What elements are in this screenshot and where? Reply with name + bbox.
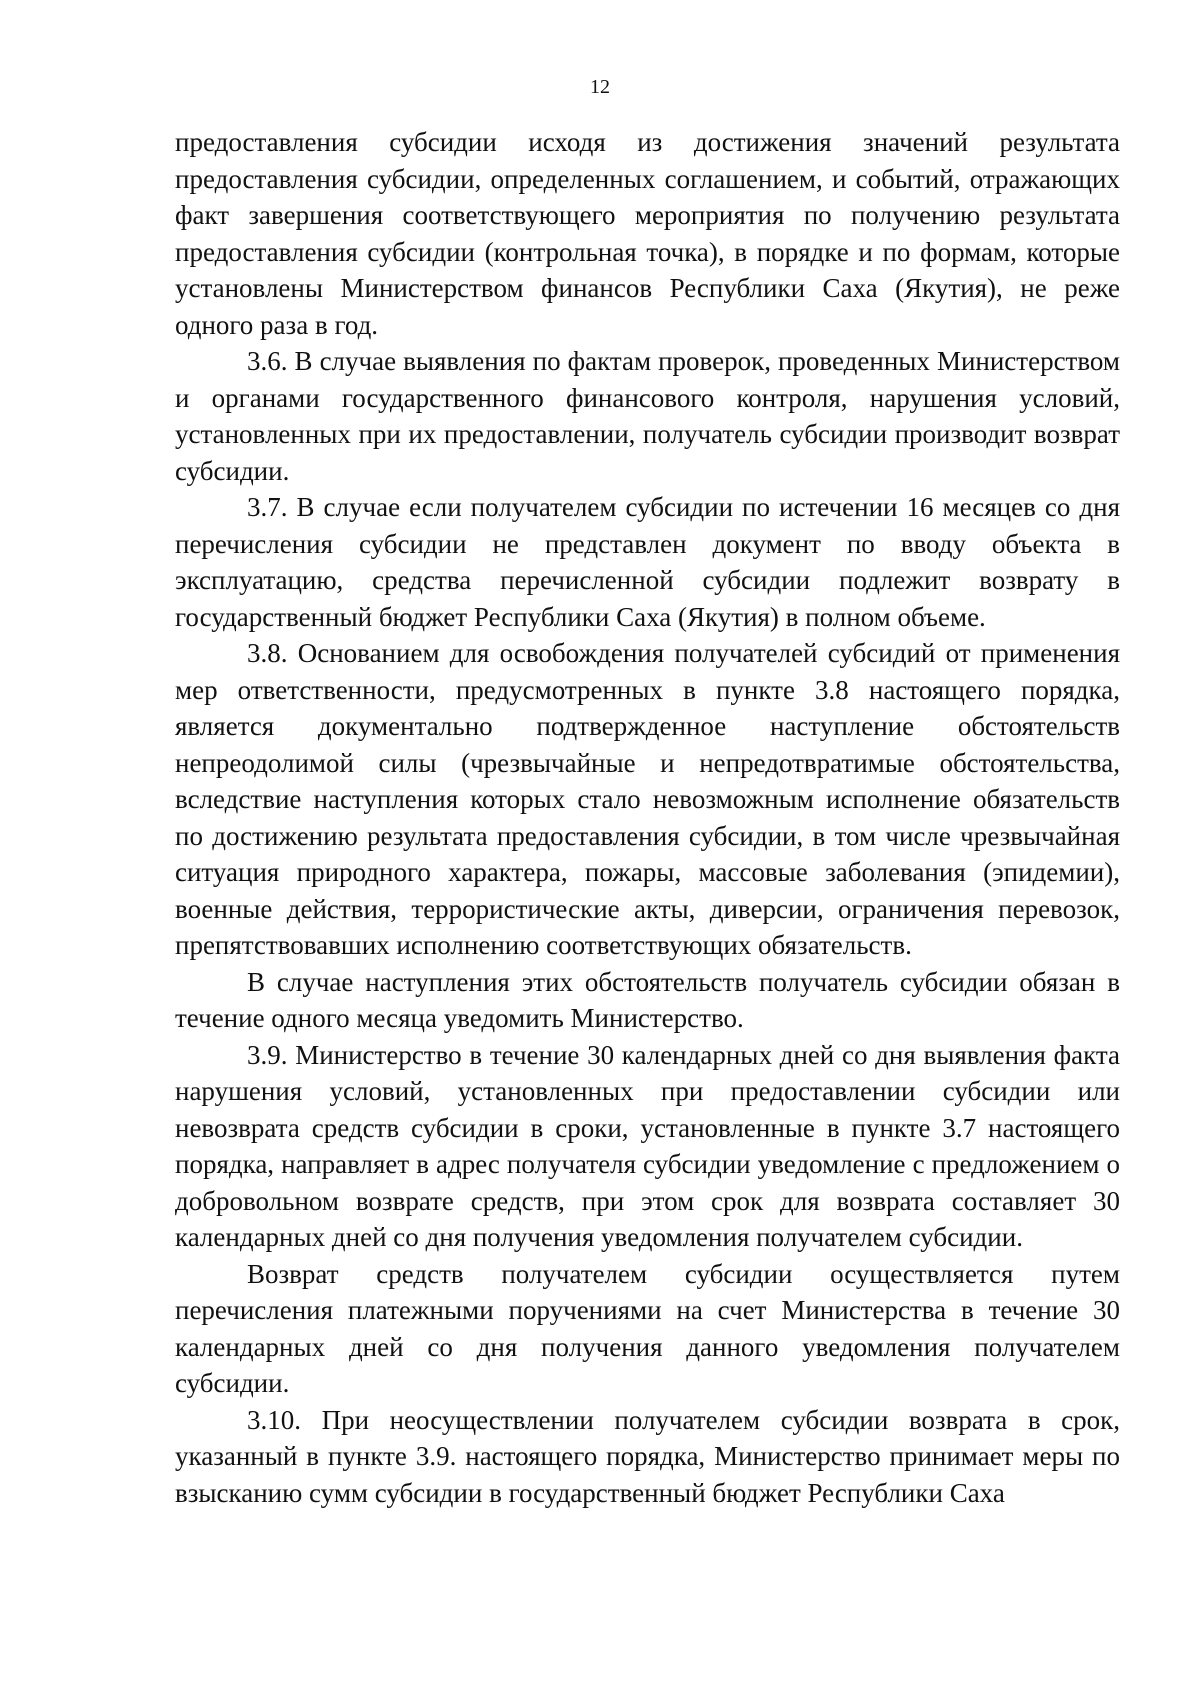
paragraph-clause-3-8-notice: В случае наступления этих обстоятельств получатель субсидии обязан в течение одного месяца уведомить Министерство. — [175, 966, 1120, 1033]
paragraph-clause-3-9-return: Возврат средств получателем субсидии осуществляется путем перечисления платежными поручениями на счет Министерства в течение 30 календарных дней со дня получения данного уведомления получателем субсидии. — [175, 1258, 1120, 1398]
paragraph-clause-3-10: 3.10. При неосуществлении получателем субсидии возврата в срок, указанный в пункте 3.9. настоящего порядка, Министерство принимает меры по взысканию сумм субсидии в государственный бюджет Республики Саха — [175, 1404, 1120, 1508]
paragraph-continuation: предоставления субсидии исходя из достижения значений результата предоставления субсидии, определенных соглашением, и событий, отражающих факт завершения соответствующего мероприятия по получению результата предоставления субсидии (контрольная точка), в порядке и по формам, которые установлены Министерством финансов Республики Саха (Якутия), не реже одного раза в год. — [175, 127, 1120, 340]
paragraph-clause-3-6: 3.6. В случае выявления по фактам проверок, проведенных Министерством и органами государственного финансового контроля, нарушения условий, установленных при их предоставлении, получатель субсидии производит возврат субсидии. — [175, 346, 1120, 486]
paragraph-clause-3-8: 3.8. Основанием для освобождения получателей субсидий от применения мер ответственности, предусмотренных в пункте 3.8 настоящего порядка, является документально подтвержденное наступление обстоятельств непреодолимой силы (чрезвычайные и непредотвратимые обстоятельства, вследствие наступления которых стало невозможным исполнение обязательств по достижению результата предоставления субсидии, в том числе чрезвычайная ситуация природного характера, пожары, массовые заболевания (эпидемии), военные действия, террористические акты, диверсии, ограничения перевозок, препятствовавших исполнению соответствующих обязательств. — [175, 638, 1120, 960]
paragraph-clause-3-9: 3.9. Министерство в течение 30 календарных дней со дня выявления факта нарушения условий, установленных при предоставлении субсидии или невозврата средств субсидии в сроки, установленные в пункте 3.7 настоящего порядка, направляет в адрес получателя субсидии уведомление с предложением о добровольном возврате средств, при этом срок для возврата составляет 30 календарных дней со дня получения уведомления получателем субсидии. — [175, 1039, 1120, 1252]
page-number: 12 — [590, 76, 610, 98]
paragraph-clause-3-7: 3.7. В случае если получателем субсидии по истечении 16 месяцев со дня перечисления субсидии не представлен документ по вводу объекта в эксплуатацию, средства перечисленной субсидии подлежит возврату в государственный бюджет Республики Саха (Якутия) в полном объеме. — [175, 492, 1120, 632]
document-body — [175, 124, 1120, 1511]
